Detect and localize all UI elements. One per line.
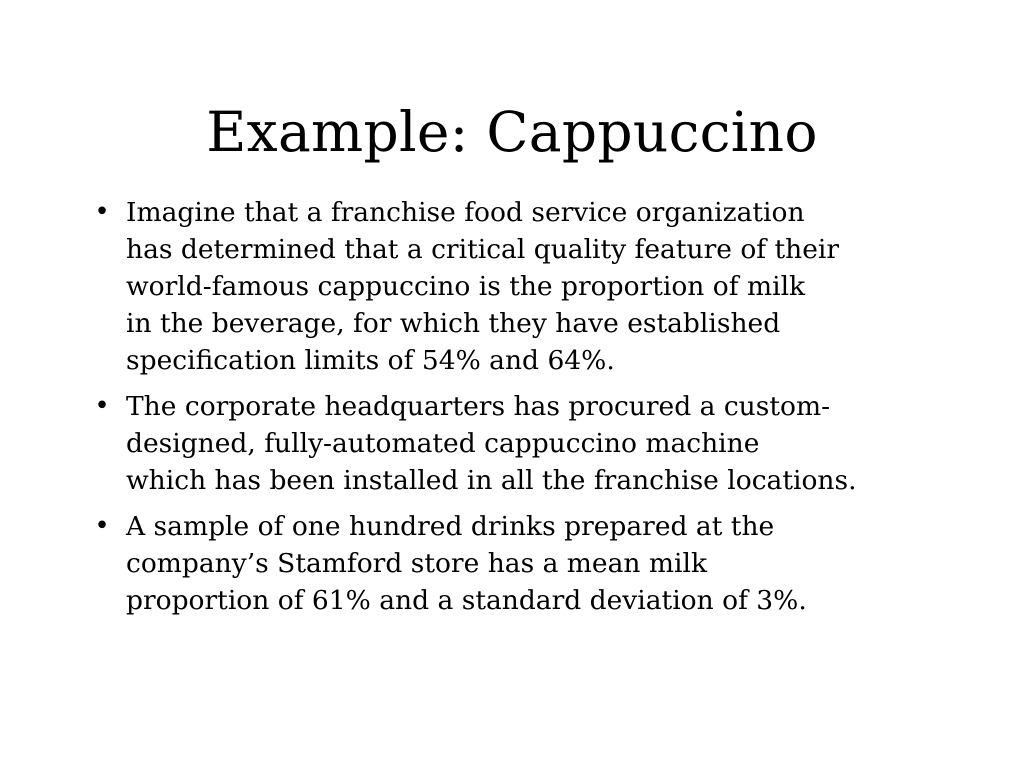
slide-title: Example: Cappuccino (206, 100, 818, 164)
bullet-text: Imagine that a franchise food service organization has determined that a critical quality feature of their world-famous cappuccino is the proportion of milk in the beverage, for which they have established specification limits of 54% and 64%. (126, 197, 840, 376)
bullet-item-2 (90, 388, 950, 499)
bullet-item-1 (90, 194, 950, 379)
bullet-icon: • (94, 197, 110, 227)
bullet-item-3 (90, 508, 950, 619)
bullet-icon: • (94, 391, 110, 421)
bullet-text: The corporate headquarters has procured a custom- designed, fully-automated cappuccino machine which has been installed in all the franchise locations. (126, 391, 857, 496)
bullet-icon: • (94, 511, 110, 541)
bullet-list (90, 194, 950, 628)
bullet-text: A sample of one hundred drinks prepared at the company’s Stamford store has a mean milk proportion of 61% and a standard deviation of 3%. (126, 511, 807, 616)
